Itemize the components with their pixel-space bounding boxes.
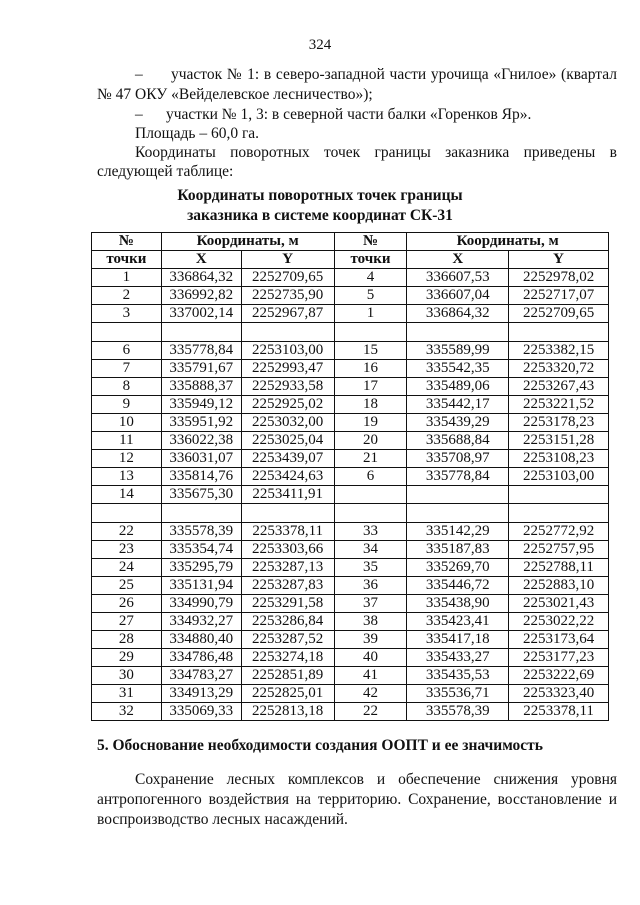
- cell-point-no-left: 9: [92, 396, 162, 414]
- empty-cell: [407, 504, 509, 523]
- cell-x-left: 335778,84: [161, 342, 241, 360]
- table-row: [92, 342, 609, 360]
- cell-x-left: 334880,40: [161, 631, 241, 649]
- cell-y-left: 2252825,01: [241, 685, 334, 703]
- table-row: [92, 577, 609, 595]
- cell-point-no-left: 8: [92, 378, 162, 396]
- cell-y-right: 2252883,10: [509, 577, 609, 595]
- cell-y-right: 2253320,72: [509, 360, 609, 378]
- cell-x-right: 336607,53: [407, 269, 509, 287]
- cell-y-left: 2253287,83: [241, 577, 334, 595]
- table-row: [92, 613, 609, 631]
- cell-point-no-right: [334, 486, 407, 504]
- cell-point-no-right: 33: [334, 523, 407, 541]
- table-row: [92, 667, 609, 685]
- header-point-label-right: точки: [334, 251, 407, 269]
- cell-x-left: 334990,79: [161, 595, 241, 613]
- cell-x-left: 335949,12: [161, 396, 241, 414]
- cell-point-no-right: 6: [334, 468, 407, 486]
- cell-point-no-left: 32: [92, 703, 162, 721]
- cell-x-right: 335187,83: [407, 541, 509, 559]
- empty-cell: [509, 504, 609, 523]
- table-row: [92, 414, 609, 432]
- cell-y-left: 2253286,84: [241, 613, 334, 631]
- cell-x-left: 335888,37: [161, 378, 241, 396]
- cell-y-left: 2253439,07: [241, 450, 334, 468]
- cell-x-right: 336607,04: [407, 287, 509, 305]
- cell-point-no-left: 2: [92, 287, 162, 305]
- intro-line-6: следующей таблице:: [97, 163, 234, 180]
- cell-x-right: 336864,32: [407, 305, 509, 323]
- coordinates-table-body: [92, 269, 609, 721]
- cell-y-left: 2253424,63: [241, 468, 334, 486]
- empty-cell: [334, 504, 407, 523]
- cell-y-left: 2253287,52: [241, 631, 334, 649]
- cell-point-no-right: 22: [334, 703, 407, 721]
- empty-cell: [161, 504, 241, 523]
- empty-cell: [407, 323, 509, 342]
- cell-point-no-left: 7: [92, 360, 162, 378]
- cell-x-right: 335442,17: [407, 396, 509, 414]
- cell-point-no-right: 5: [334, 287, 407, 305]
- empty-cell: [241, 323, 334, 342]
- cell-y-right: 2253021,43: [509, 595, 609, 613]
- cell-point-no-right: 1: [334, 305, 407, 323]
- cell-x-right: 335489,06: [407, 378, 509, 396]
- cell-y-right: 2252772,92: [509, 523, 609, 541]
- cell-x-left: 336031,07: [161, 450, 241, 468]
- cell-y-right: 2253323,40: [509, 685, 609, 703]
- cell-x-left: 335131,94: [161, 577, 241, 595]
- cell-x-left: 334783,27: [161, 667, 241, 685]
- cell-y-right: 2252978,02: [509, 269, 609, 287]
- cell-point-no-left: 29: [92, 649, 162, 667]
- cell-x-right: 335536,71: [407, 685, 509, 703]
- cell-point-no-left: 31: [92, 685, 162, 703]
- cell-point-no-left: 28: [92, 631, 162, 649]
- section-body-line-2: антропогенного воздействия на территорию. Сохранение, восстановление и: [97, 791, 617, 808]
- cell-x-right: 335542,35: [407, 360, 509, 378]
- table-row: [92, 523, 609, 541]
- empty-cell: [334, 323, 407, 342]
- cell-point-no-left: 30: [92, 667, 162, 685]
- cell-y-left: 2253103,00: [241, 342, 334, 360]
- cell-y-right: 2253178,23: [509, 414, 609, 432]
- cell-y-right: 2253173,64: [509, 631, 609, 649]
- cell-x-right: 335423,41: [407, 613, 509, 631]
- section-body-line-1: Сохранение лесных комплексов и обеспечение снижения уровня: [135, 771, 617, 788]
- table-row: [92, 269, 609, 287]
- cell-x-left: 335069,33: [161, 703, 241, 721]
- cell-x-right: 335435,53: [407, 667, 509, 685]
- table-row: [92, 396, 609, 414]
- cell-point-no-right: 36: [334, 577, 407, 595]
- table-row: [92, 631, 609, 649]
- cell-y-left: 2252967,87: [241, 305, 334, 323]
- cell-x-right: 335417,18: [407, 631, 509, 649]
- cell-point-no-left: 11: [92, 432, 162, 450]
- empty-cell: [241, 504, 334, 523]
- table-row: [92, 432, 609, 450]
- cell-point-no-left: 23: [92, 541, 162, 559]
- table-row: [92, 305, 609, 323]
- cell-point-no-left: 14: [92, 486, 162, 504]
- cell-point-no-left: 25: [92, 577, 162, 595]
- cell-point-no-left: 26: [92, 595, 162, 613]
- cell-y-right: 2253267,43: [509, 378, 609, 396]
- cell-x-right: 335578,39: [407, 703, 509, 721]
- cell-y-left: 2252709,65: [241, 269, 334, 287]
- cell-x-left: 336992,82: [161, 287, 241, 305]
- cell-point-no-left: 3: [92, 305, 162, 323]
- cell-y-right: 2253108,23: [509, 450, 609, 468]
- group-separator-row: [92, 504, 609, 523]
- cell-x-right: 335778,84: [407, 468, 509, 486]
- section-title: 5. Обоснование необходимости создания ООПТ и ее значимость: [97, 737, 543, 754]
- intro-line-1: – участок № 1: в северо-западной части урочища «Гнилое» (квартал: [135, 66, 617, 83]
- cell-x-left: 335675,30: [161, 486, 241, 504]
- cell-point-no-left: 12: [92, 450, 162, 468]
- cell-y-left: 2252813,18: [241, 703, 334, 721]
- cell-y-right: 2252717,07: [509, 287, 609, 305]
- cell-x-left: 336022,38: [161, 432, 241, 450]
- cell-point-no-right: 35: [334, 559, 407, 577]
- cell-y-right: 2253378,11: [509, 703, 609, 721]
- cell-point-no-right: 16: [334, 360, 407, 378]
- group-separator-row: [92, 323, 609, 342]
- cell-x-left: 335354,74: [161, 541, 241, 559]
- header-coords-left: Координаты, м: [161, 233, 334, 251]
- table-row: [92, 559, 609, 577]
- coordinates-table: [91, 232, 609, 721]
- cell-y-right: 2253382,15: [509, 342, 609, 360]
- cell-y-right: 2253151,28: [509, 432, 609, 450]
- page-number: 324: [308, 37, 332, 53]
- cell-y-left: 2253411,91: [241, 486, 334, 504]
- intro-line-3: – участки № 1, 3: в северной части балки «Горенков Яр».: [135, 106, 532, 123]
- cell-y-right: 2252709,65: [509, 305, 609, 323]
- cell-point-no-right: 18: [334, 396, 407, 414]
- table-row: [92, 649, 609, 667]
- cell-point-no-right: 37: [334, 595, 407, 613]
- cell-y-right: 2252788,11: [509, 559, 609, 577]
- cell-x-right: 335589,99: [407, 342, 509, 360]
- cell-point-no-right: 21: [334, 450, 407, 468]
- cell-point-no-left: 6: [92, 342, 162, 360]
- cell-y-right: [509, 486, 609, 504]
- header-point-no-right: №: [334, 233, 407, 251]
- cell-point-no-right: 39: [334, 631, 407, 649]
- header-y-right: Y: [509, 251, 609, 269]
- table-row: [92, 595, 609, 613]
- table-row: [92, 360, 609, 378]
- cell-x-right: 335269,70: [407, 559, 509, 577]
- cell-point-no-left: 10: [92, 414, 162, 432]
- cell-x-left: 337002,14: [161, 305, 241, 323]
- cell-x-left: 335295,79: [161, 559, 241, 577]
- cell-x-left: 335578,39: [161, 523, 241, 541]
- cell-x-left: 334932,27: [161, 613, 241, 631]
- table-row: [92, 450, 609, 468]
- cell-y-left: 2252933,58: [241, 378, 334, 396]
- section-body-line-3: воспроизводство лесных насаждений.: [97, 811, 348, 828]
- cell-x-left: 336864,32: [161, 269, 241, 287]
- cell-x-left: 335791,67: [161, 360, 241, 378]
- table-row: [92, 486, 609, 504]
- table-row: [92, 685, 609, 703]
- cell-point-no-left: 1: [92, 269, 162, 287]
- cell-x-left: 334913,29: [161, 685, 241, 703]
- cell-point-no-left: 13: [92, 468, 162, 486]
- cell-x-right: 335688,84: [407, 432, 509, 450]
- cell-y-left: 2253287,13: [241, 559, 334, 577]
- cell-point-no-left: 27: [92, 613, 162, 631]
- cell-x-right: 335142,29: [407, 523, 509, 541]
- table-row: [92, 541, 609, 559]
- table-row: [92, 703, 609, 721]
- cell-y-right: 2253022,22: [509, 613, 609, 631]
- intro-line-5: Координаты поворотных точек границы заказника приведены в: [135, 144, 617, 161]
- header-point-label-left: точки: [92, 251, 162, 269]
- cell-y-left: 2253032,00: [241, 414, 334, 432]
- cell-point-no-right: 19: [334, 414, 407, 432]
- cell-y-right: 2252757,95: [509, 541, 609, 559]
- cell-point-no-right: 34: [334, 541, 407, 559]
- cell-x-left: 335814,76: [161, 468, 241, 486]
- cell-y-right: 2253177,23: [509, 649, 609, 667]
- cell-point-no-right: 17: [334, 378, 407, 396]
- cell-point-no-right: 38: [334, 613, 407, 631]
- header-point-no-left: №: [92, 233, 162, 251]
- table-row: [92, 468, 609, 486]
- empty-cell: [161, 323, 241, 342]
- empty-cell: [509, 323, 609, 342]
- cell-x-right: 335708,97: [407, 450, 509, 468]
- cell-point-no-right: 20: [334, 432, 407, 450]
- empty-cell: [92, 323, 162, 342]
- cell-x-right: [407, 486, 509, 504]
- cell-y-left: 2252993,47: [241, 360, 334, 378]
- cell-point-no-right: 15: [334, 342, 407, 360]
- cell-y-left: 2253303,66: [241, 541, 334, 559]
- cell-y-left: 2252851,89: [241, 667, 334, 685]
- header-y-left: Y: [241, 251, 334, 269]
- table-row: [92, 287, 609, 305]
- cell-point-no-right: 41: [334, 667, 407, 685]
- cell-point-no-left: 22: [92, 523, 162, 541]
- empty-cell: [92, 504, 162, 523]
- cell-point-no-right: 4: [334, 269, 407, 287]
- cell-y-right: 2253221,52: [509, 396, 609, 414]
- intro-area: Площадь – 60,0 га.: [135, 125, 260, 142]
- header-x-right: X: [407, 251, 509, 269]
- intro-line-2: № 47 ОКУ «Вейделевское лесничество»);: [97, 86, 373, 103]
- cell-x-left: 335951,92: [161, 414, 241, 432]
- table-row: [92, 378, 609, 396]
- cell-y-left: 2253274,18: [241, 649, 334, 667]
- cell-y-left: 2253378,11: [241, 523, 334, 541]
- cell-y-left: 2253025,04: [241, 432, 334, 450]
- cell-x-right: 335439,29: [407, 414, 509, 432]
- cell-x-right: 335446,72: [407, 577, 509, 595]
- table-title-line-2: заказника в системе координат СК-31: [187, 207, 453, 224]
- cell-x-left: 334786,48: [161, 649, 241, 667]
- cell-y-right: 2253222,69: [509, 667, 609, 685]
- cell-x-right: 335433,27: [407, 649, 509, 667]
- header-coords-right: Координаты, м: [407, 233, 609, 251]
- table-title: [0, 186, 640, 226]
- table-title-line-1: Координаты поворотных точек границы: [177, 187, 463, 204]
- header-x-left: X: [161, 251, 241, 269]
- cell-point-no-left: 24: [92, 559, 162, 577]
- cell-x-right: 335438,90: [407, 595, 509, 613]
- cell-point-no-right: 40: [334, 649, 407, 667]
- cell-y-right: 2253103,00: [509, 468, 609, 486]
- cell-point-no-right: 42: [334, 685, 407, 703]
- cell-y-left: 2252735,90: [241, 287, 334, 305]
- cell-y-left: 2253291,58: [241, 595, 334, 613]
- cell-y-left: 2252925,02: [241, 396, 334, 414]
